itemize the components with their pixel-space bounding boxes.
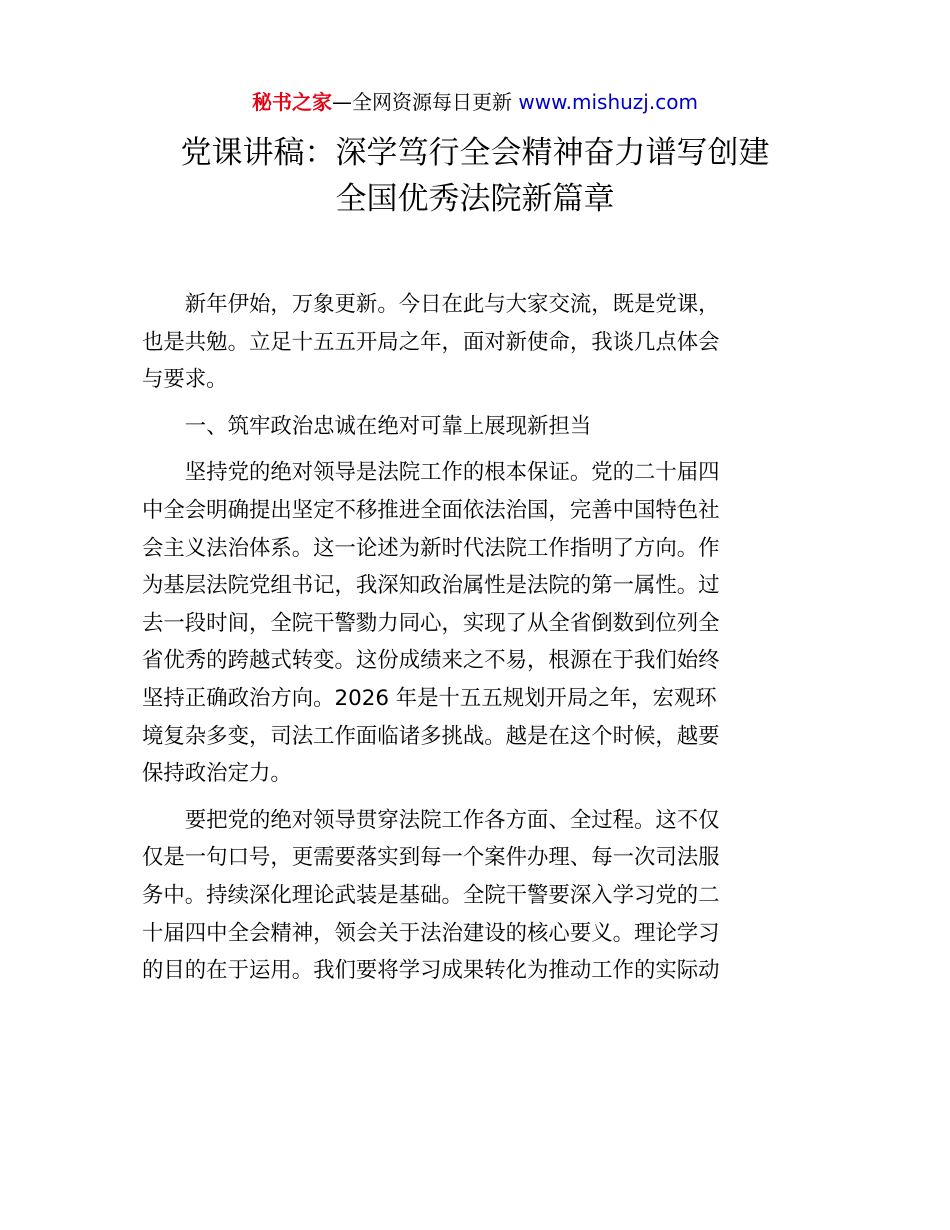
text-line: 与要求。 [142,367,228,393]
text-line: 十届四中全会精神，领会关于法治建设的核心要义。理论学习 [142,920,720,946]
text-line: 务中。持续深化理论武装是基础。全院干警要深入学习党的二 [142,882,720,908]
text-line: 会主义法治体系。这一论述为新时代法院工作指明了方向。作 [142,535,720,561]
text-line: 也是共勉。立足十五五开局之年，面对新使命，我谈几点体会 [142,329,720,355]
text-line: 中全会明确提出坚定不移推进全面依法治国，完善中国特色社 [142,497,720,523]
paragraph-implementation [142,802,812,990]
text-line: 保持政治定力。 [142,761,292,787]
document-body [142,286,812,999]
title-line-2: 全国优秀法院新篇章 [335,181,615,217]
text-line: 一、筑牢政治忠诚在绝对可靠上展现新担当 [184,413,592,439]
title-line-1: 党课讲稿：深学笃行全会精神奋力谱写创建 [180,135,770,171]
text-line: 坚持正确政治方向。2026 年是十五五规划开局之年，宏观环 [142,685,717,711]
brand-name: 秘书之家 [252,90,333,114]
site-url-link[interactable]: www.mishuzj.com [518,90,698,114]
text-line: 境复杂多变，司法工作面临诸多挑战。越是在这个时候，越要 [142,723,720,749]
text-line: 的目的在于运用。我们要将学习成果转化为推动工作的实际动 [142,958,720,984]
section-heading [142,408,812,446]
text-line: 仅是一句口号，更需要落实到每一个案件办理、每一次司法服 [142,845,720,871]
text-line: 去一段时间，全院干警勠力同心，实现了从全省倒数到位列全 [142,610,720,636]
text-line: 坚持党的绝对领导是法院工作的根本保证。党的二十届四 [184,460,720,486]
text-line: 要把党的绝对领导贯穿法院工作各方面、全过程。这不仅 [184,807,720,833]
header-tagline: —全网资源每日更新 [332,90,519,114]
paragraph-intro [142,286,812,399]
text-line: 新年伊始，万象更新。今日在此与大家交流，既是党课， [184,292,720,317]
text-line: 省优秀的跨越式转变。这份成绩来之不易，根源在于我们始终 [142,648,720,674]
site-header [0,88,950,116]
document-title [100,130,850,222]
paragraph-leadership [142,454,812,792]
text-line: 为基层法院党组书记，我深知政治属性是法院的第一属性。过 [142,573,720,599]
